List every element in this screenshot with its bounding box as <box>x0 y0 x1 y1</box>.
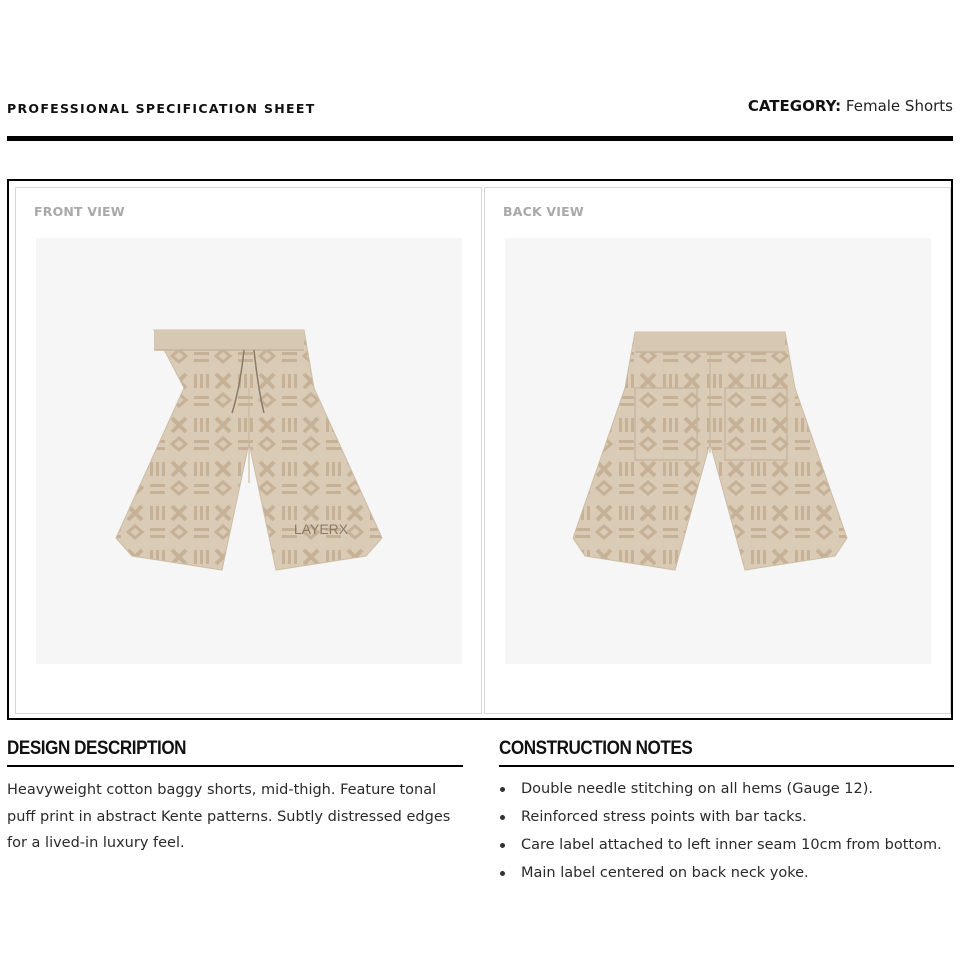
front-view-label: FRONT VIEW <box>34 204 125 219</box>
category-value: Female Shorts <box>845 97 953 115</box>
back-view-label: BACK VIEW <box>503 204 584 219</box>
shorts-front-illustration <box>36 238 462 664</box>
category-field <box>748 97 953 115</box>
views-frame <box>7 179 953 720</box>
design-description-rule <box>7 765 463 767</box>
shorts-back-illustration <box>505 238 931 664</box>
construction-note: Care label attached to left inner seam 10cm from bottom. <box>499 831 954 859</box>
back-view-image <box>505 238 931 664</box>
construction-notes-list <box>499 775 954 887</box>
front-view-panel <box>15 187 482 714</box>
construction-notes-rule <box>499 765 954 767</box>
sheet-header <box>7 96 953 120</box>
brand-print-text: LAYERX <box>293 521 349 537</box>
construction-note: Main label centered on back neck yoke. <box>499 859 954 887</box>
construction-note: Reinforced stress points with bar tacks. <box>499 803 954 831</box>
front-view-image <box>36 238 462 664</box>
back-view-panel <box>484 187 951 714</box>
category-key: CATEGORY: <box>747 97 842 115</box>
design-description-text: Heavyweight cotton baggy shorts, mid-thigh. Feature tonal puff print in abstract Kente patterns. Subtly distressed edges for a lived-in luxury feel. <box>7 782 451 851</box>
construction-note: Double needle stitching on all hems (Gauge 12). <box>499 775 954 803</box>
design-description-heading: DESIGN DESCRIPTION <box>7 738 187 759</box>
header-rule <box>7 136 953 141</box>
construction-notes-heading: CONSTRUCTION NOTES <box>499 738 693 759</box>
sheet-title: PROFESSIONAL SPECIFICATION SHEET <box>7 101 316 116</box>
